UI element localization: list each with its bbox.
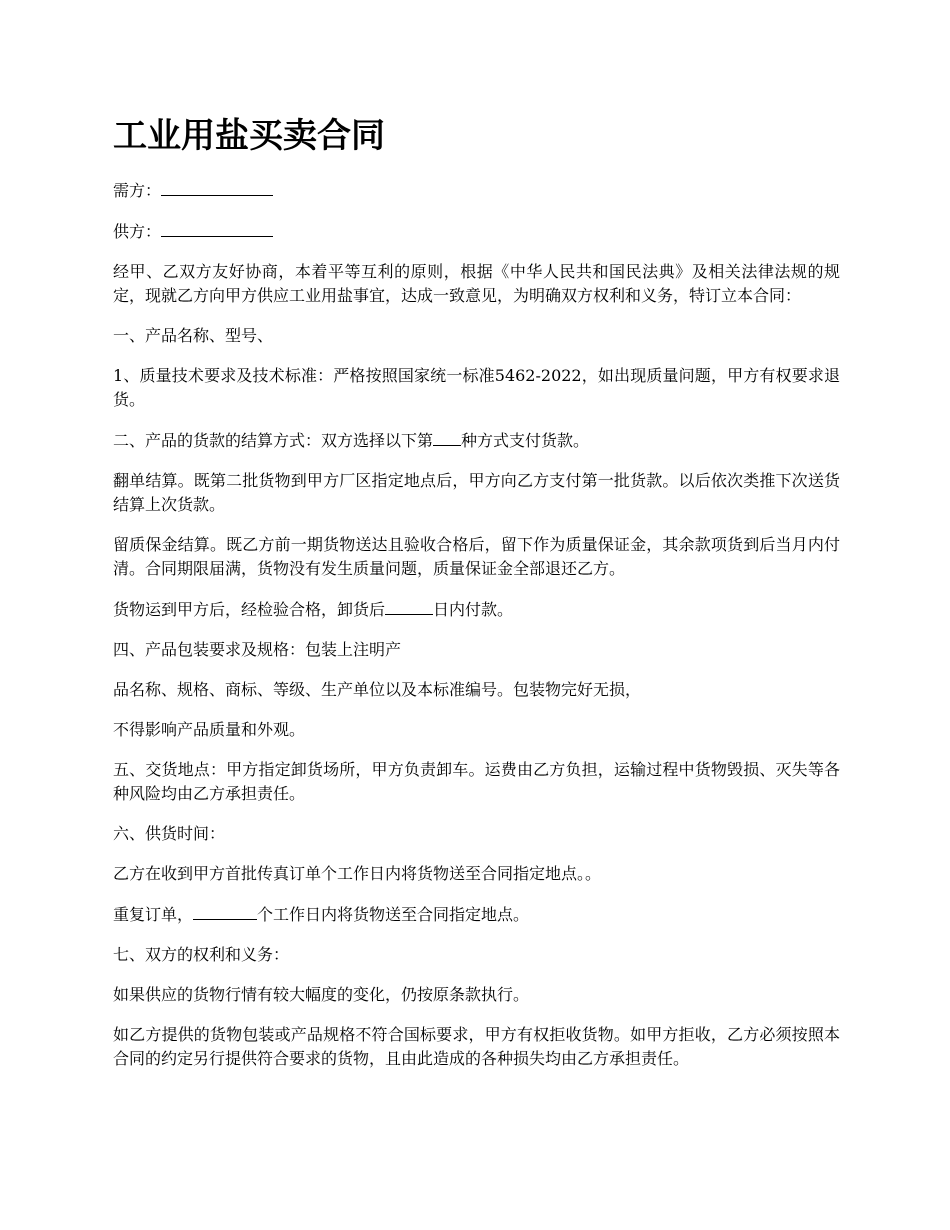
document-title: 工业用盐买卖合同: [113, 116, 385, 156]
payment-days-blank: [385, 597, 433, 615]
section-2-option-3-pre: 货物运到甲方后，经检验合格，卸货后: [113, 600, 386, 619]
buyer-line: [113, 178, 840, 203]
section-7-paragraph-1: 如果供应的货物行情有较大幅度的变化，仍按原条款执行。: [113, 985, 530, 1004]
buyer-blank: [161, 178, 273, 196]
payment-option-blank: [433, 428, 461, 446]
section-5: 五、交货地点：甲方指定卸货场所，甲方负责卸车。运费由乙方负担，运输过程中货物毁损、灭失等各种风险均由乙方承担责任。: [113, 760, 840, 803]
section-2-option-3-post: 日内付款。: [433, 600, 514, 619]
supplier-line: [113, 219, 840, 244]
contract-document: [113, 110, 840, 1087]
section-7-paragraph-2: 如乙方提供的货物包装或产品规格不符合国标要求，甲方有权拒收货物。如甲方拒收，乙方必须按照本合同的约定另行提供符合要求的货物，且由此造成的各种损失均由乙方承担责任。: [113, 1025, 840, 1068]
section-4-line-3: 不得影响产品质量和外观。: [113, 720, 306, 739]
section-4-heading: 四、产品包装要求及规格：包装上注明产: [113, 640, 402, 659]
section-2-heading-pre: 二、产品的货款的结算方式：双方选择以下第: [113, 431, 434, 450]
section-6-heading: 六、供货时间：: [113, 824, 226, 843]
section-2-option-1: 翻单结算。既第二批货物到甲方厂区指定地点后，甲方向乙方支付第一批货款。以后依次类推下次送货结算上次货款。: [113, 471, 840, 514]
section-2-heading: [113, 428, 840, 453]
working-days-blank: [193, 902, 257, 920]
section-6-paragraph-2: [113, 902, 840, 927]
section-7-heading: 七、双方的权利和义务：: [113, 945, 290, 964]
section-4-line-2: 品名称、规格、商标、等级、生产单位以及本标准编号。包装物完好无损，: [113, 680, 642, 699]
section-1-item-1: 1、质量技术要求及技术标准：严格按照国家统一标准5462-2022，如出现质量问题，甲方有权要求退货。: [113, 366, 840, 409]
supplier-blank: [161, 219, 273, 237]
section-2-heading-post: 种方式支付货款。: [461, 431, 590, 450]
intro-paragraph: 经甲、乙双方友好协商，本着平等互利的原则，根据《中华人民共和国民法典》及相关法律法规的规定，现就乙方向甲方供应工业用盐事宜，达成一致意见，为明确双方权利和义务，特订立本合同：: [113, 262, 840, 305]
section-1-heading: 一、产品名称、型号、: [113, 326, 274, 345]
buyer-label: 需方：: [113, 181, 162, 200]
section-6-paragraph-2-post: 个工作日内将货物送至合同指定地点。: [257, 905, 530, 924]
supplier-label: 供方：: [113, 222, 162, 241]
section-2-option-2: 留质保金结算。既乙方前一期货物送达且验收合格后，留下作为质量保证金，其余款项货到后当月内付清。合同期限届满，货物没有发生质量问题，质量保证金全部退还乙方。: [113, 535, 840, 578]
section-6-paragraph-1: 乙方在收到甲方首批传真订单个工作日内将货物送至合同指定地点。。: [113, 864, 602, 883]
section-2-option-3: [113, 597, 840, 622]
section-6-paragraph-2-pre: 重复订单，: [113, 905, 194, 924]
